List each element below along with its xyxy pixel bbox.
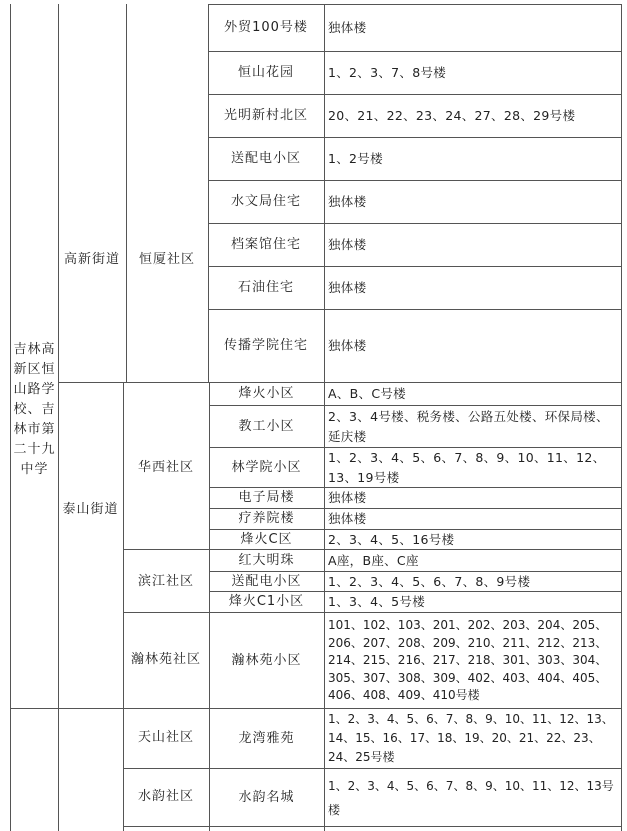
building-list: 1、2、3、7、8号楼 <box>328 65 447 80</box>
building-list: 2、3、4号楼、税务楼、公路五处楼、环保局楼、延庆楼 <box>328 408 609 444</box>
building-list: A座，B座、C座 <box>328 552 419 568</box>
residence-name: 烽火C区 <box>240 531 293 547</box>
residence-name: 瀚林苑小区 <box>231 652 302 668</box>
column-divider <box>126 4 127 382</box>
residence-name: 恒山花园 <box>237 65 294 80</box>
building-list: 1、2、3、4、5、6、7、8、9、10、11、12、13号楼 <box>328 778 614 817</box>
table-border-bottom <box>123 826 621 827</box>
school-name <box>11 340 58 480</box>
street-gaoxin: 高新街道 <box>63 252 120 267</box>
residence-name: 传播学院住宅 <box>223 338 308 353</box>
residence-name: 送配电小区 <box>230 151 301 166</box>
residence-name: 龙湾雅苑 <box>238 730 295 746</box>
residence-name: 光明新村北区 <box>223 108 308 123</box>
residence-name: 烽火C1小区 <box>228 594 305 609</box>
column-divider <box>58 4 59 831</box>
table-border-right <box>621 4 622 831</box>
residence-name: 电子局楼 <box>238 490 295 505</box>
street-taishan: 泰山街道 <box>62 502 119 517</box>
residence-name: 林学院小区 <box>231 459 302 475</box>
residence-name: 水韵名城 <box>238 789 295 805</box>
column-divider <box>123 382 124 831</box>
residence-name: 烽火小区 <box>238 386 295 401</box>
community-hengxia: 恒厦社区 <box>138 252 195 267</box>
residence-name: 红大明珠 <box>238 552 295 568</box>
residence-name: 教工小区 <box>238 418 295 434</box>
building-list: 独体楼 <box>328 338 367 353</box>
building-list: 1、3、4、5号楼 <box>328 594 426 609</box>
school-name-text: 吉林高新区恒山路学校、吉林市第二十九中学 <box>13 342 56 477</box>
building-list: A、B、C号楼 <box>328 386 406 401</box>
building-list: 独体楼 <box>328 280 367 295</box>
residence-name: 石油住宅 <box>237 280 294 295</box>
community-tianshan: 天山社区 <box>137 730 194 745</box>
community-shuiyun: 水韵社区 <box>137 789 194 804</box>
residence-name: 外贸100号楼 <box>224 20 308 35</box>
building-list: 独体楼 <box>328 490 367 505</box>
residence-name: 档案馆住宅 <box>230 237 301 252</box>
building-list: 1、2、3、4、5、6、7、8、9、10、11、12、13、19号楼 <box>328 449 606 485</box>
building-list: 1、2、3、4、5、6、7、8、9号楼 <box>328 573 531 589</box>
community-hanlinyuan: 瀚林苑社区 <box>130 652 201 667</box>
community-binjiang: 滨江社区 <box>137 574 194 589</box>
building-list: 101、102、103、201、202、203、204、205、206、207、208、209、210、211、212、213、214、215、216、217、218、301、303、304、305、307、308、309、402、403、404、405、406、408、409、410号楼 <box>328 618 608 702</box>
building-list: 2、3、4、5、16号楼 <box>328 531 455 547</box>
building-list: 20、21、22、23、24、27、28、29号楼 <box>328 108 576 123</box>
building-list: 独体楼 <box>328 20 367 35</box>
building-list: 独体楼 <box>328 194 367 209</box>
community-huaxi: 华西社区 <box>137 460 194 475</box>
building-list: 独体楼 <box>328 511 367 526</box>
building-list: 1、2、3、4、5、6、7、8、9、10、11、12、13、14、15、16、17、18、19、20、21、22、23、24、25号楼 <box>328 712 614 764</box>
residence-name: 疗养院楼 <box>238 511 295 526</box>
residence-name: 送配电小区 <box>231 573 302 589</box>
building-list: 独体楼 <box>328 237 367 252</box>
residence-name: 水文局住宅 <box>230 194 301 209</box>
building-list: 1、2号楼 <box>328 151 383 166</box>
